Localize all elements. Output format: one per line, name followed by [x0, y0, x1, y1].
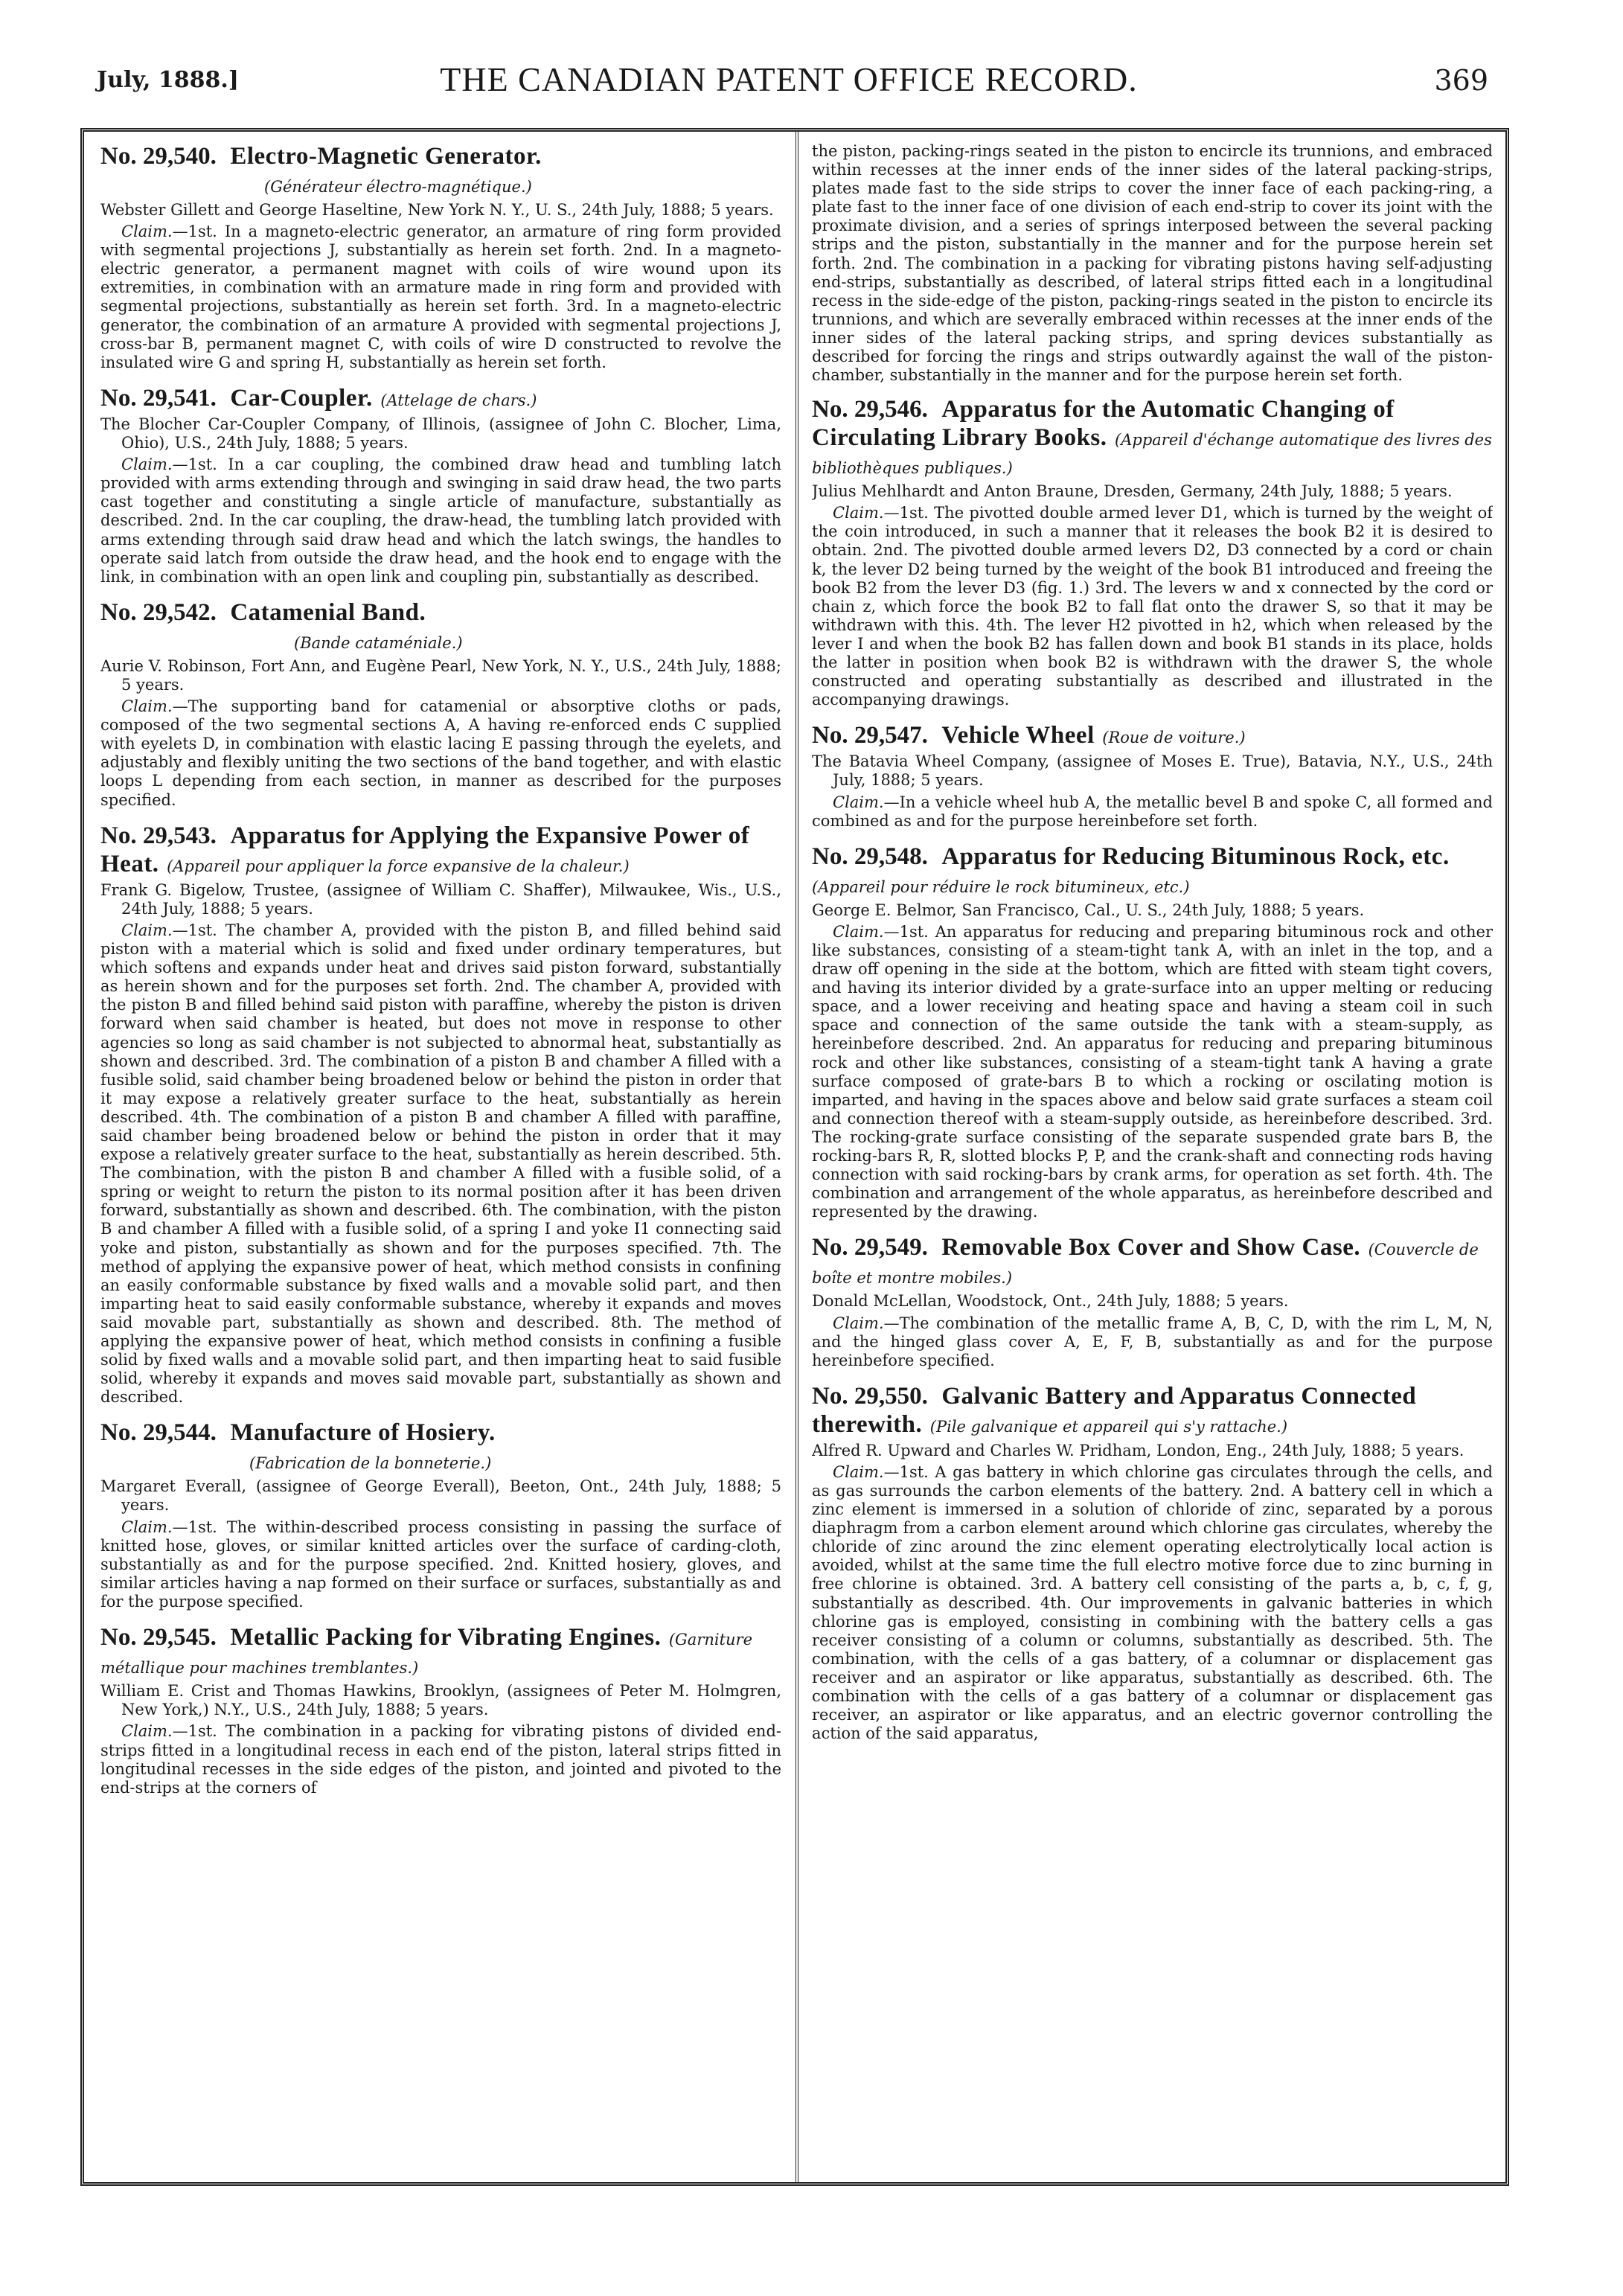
claim-text	[812, 1314, 1493, 1370]
entry-heading	[812, 1233, 1493, 1289]
french-title: (Appareil pour réduire le rock bitumineux, etc.)	[812, 877, 1190, 896]
patent-entry-29542	[100, 598, 781, 810]
entry-heading	[812, 842, 1493, 898]
claim-label: Claim.	[833, 1462, 884, 1481]
patent-title: Apparatus for Applying the Expansive Power of Heat.	[100, 822, 750, 877]
page-number: 369	[1434, 64, 1488, 97]
claim-body: —1st. An apparatus for reducing and preparing bituminous rock and other like substances, consisting of a steam-tight tank A, with an inlet in the top, and a draw off opening in the side at the bottom, which are fitted with steam tight covers, and having its interior divided by a grate-surface into an upper melting or reducing space, and a lower receiving and heating space and having a steam coil in such space and connection of the same outside the tank with a steam-supply, as hereinbefore described. 2nd. An apparatus for reducing and preparing bituminous rock and other like substances, consisting of a steam-tight tank A having a grate surface composed of grate-bars B to which a rocking or oscilating motion is imparted, and having in the spaces above and below said grate surfaces a steam coil and connection thereof with a steam-supply outside, as hereinbefore described. 3rd. The rocking-grate surface consisting of the separate suspended grate bars B, the rocking-bars R, R, slotted blocks P, P, and the crank-shaft and connecting rods having connection with said rocking-bars by crank arms, for operation as set forth. 4th. The combination and arrangement of the whole apparatus, as hereinbefore described and represented by the drawing.	[812, 922, 1493, 1221]
patent-entry-29545	[100, 1623, 781, 1797]
entry-heading	[100, 384, 781, 412]
patent-title: Electro-Magnetic Generator.	[230, 143, 542, 170]
entry-heading	[812, 395, 1493, 479]
claim-body: —In a vehicle wheel hub A, the metallic bevel B and spoke C, all formed and combined as and for the purpose hereinbefore set forth.	[812, 793, 1493, 830]
patent-title: Metallic Packing for Vibrating Engines.	[230, 1624, 662, 1651]
claim-text	[100, 1518, 781, 1611]
patent-entry-29540	[100, 142, 781, 372]
patent-title: Apparatus for Reducing Bituminous Rock, etc.	[941, 842, 1450, 870]
claim-body: —1st. The combination in a packing for vibrating pistons of divided end-strips fitted in a longitudinal recess in each end of the piston, lateral strips fitted in longitudinal recesses in the side edges of the piston, and jointed and pivoted to the end-strips at the corners of	[100, 1722, 781, 1797]
claim-text	[100, 1722, 781, 1797]
patent-title: Apparatus for the Automatic Changing of Circulating Library Books.	[812, 396, 1395, 452]
page-header	[82, 52, 1496, 104]
patent-number: No. 29,549.	[812, 1234, 928, 1261]
inventor-line: William E. Crist and Thomas Hawkins, Brooklyn, (assignees of Peter M. Holmgren, New York,) N.Y., U.S., 24th July, 1888; 5 years.	[100, 1682, 781, 1719]
inventor-line: The Batavia Wheel Company, (assignee of Moses E. True), Batavia, N.Y., U.S., 24th July, 1888; 5 years.	[812, 752, 1493, 790]
french-title: (Couvercle de boîte et montre mobiles.)	[812, 1241, 1479, 1288]
claim-text	[100, 921, 781, 1407]
entry-heading	[100, 598, 781, 654]
inventor-line: Frank G. Bigelow, Trustee, (assignee of William C. Shaffer), Milwaukee, Wis., U.S., 24th July, 1888; 5 years.	[100, 880, 781, 918]
patent-entry-29541	[100, 384, 781, 586]
patent-number: No. 29,542.	[100, 598, 217, 626]
claim-label: Claim.	[833, 922, 884, 941]
claim-text	[812, 793, 1493, 831]
french-title: (Appareil pour appliquer la force expansive de la chaleur.)	[167, 857, 630, 875]
claim-label: Claim.	[121, 455, 173, 474]
claim-label: Claim.	[121, 1518, 173, 1536]
patent-number: No. 29,550.	[812, 1382, 928, 1410]
claim-text	[100, 455, 781, 586]
page-frame	[80, 128, 1509, 2186]
entry-heading	[100, 142, 781, 198]
claim-label: Claim.	[121, 921, 173, 939]
claim-body: —The combination of the metallic frame A, B, C, D, with the rim L, M, N, and the hinged glass cover A, E, F, B, substantially as and for the purpose hereinbefore specified.	[812, 1314, 1493, 1369]
claim-text	[812, 1463, 1493, 1743]
claim-body: —1st. In a magneto-electric generator, an armature of ring form provided with segmental projections J, substantially as herein set forth. 2nd. In a magneto-electric generator, a permanent magnet with coils of wire wound upon its extremities, in combination with an armature made in ring form and provided with segmental projections, substantially as herein set forth. 3rd. In a magneto-electric generator, the combination of an armature A provided with segmental projections J, cross-bar B, permanent magnet C, with coils of wire D constructed to revolve the insulated wire G and spring H, substantially as herein set forth.	[100, 223, 781, 371]
entry-heading	[812, 1382, 1493, 1439]
claim-label: Claim.	[833, 504, 884, 522]
inventor-line: Donald McLellan, Woodstock, Ont., 24th July, 1888; 5 years.	[812, 1292, 1289, 1311]
claim-label: Claim.	[833, 793, 884, 811]
publication-title: THE CANADIAN PATENT OFFICE RECORD.	[440, 60, 1138, 98]
french-title: (Pile galvanique et appareil qui s'y rattache.)	[929, 1417, 1288, 1436]
patent-entry-29546	[812, 395, 1493, 709]
claim-text	[812, 504, 1493, 709]
french-title: (Générateur électro-magnétique.)	[264, 177, 532, 196]
claim-body: —1st. The pivotted double armed lever D1, which is turned by the weight of the coin introduced, in such a manner that it releases the book B2 it is desired to obtain. 2nd. The pivotted double armed levers D2, D3 connected by a cord or chain k, the lever D2 being turned by the weight of the book B1 introduced and freeing the book B2 from the lever D3 (fig. 1.) 3rd. The levers w and x connected by the cord or chain z, which force the book B2 to fall flat onto the drawer S, so that it may be withdrawn with this. 4th. The lever H2 pivotted in h2, which when released by the lever I and when the book B2 has fallen down and book B1 stands in its place, holds the latter in position when book B2 is withdrawn with the drawer S, the whole constructed and operating substantially as described and illustrated in the accompanying drawings.	[812, 504, 1493, 709]
inventor-line: Julius Mehlhardt and Anton Braune, Dresden, Germany, 24th July, 1888; 5 years.	[812, 482, 1453, 501]
claim-label: Claim.	[121, 1722, 173, 1741]
claim-body: —1st. In a car coupling, the combined draw head and tumbling latch provided with arms extending through and swinging in said draw head, the two parts cast together and constituting a single article of manufacture, substantially as described. 2nd. In the car coupling, the draw-head, the tumbling latch provided with arms extending through said draw head and which the latch swings, the handles to operate said latch from outside the draw head, and the hook end to engage with the link, in combination with an open link and coupling pin, substantially as described.	[100, 455, 781, 586]
patent-entry-29547	[812, 721, 1493, 831]
entry-heading	[812, 721, 1493, 749]
patent-number: No. 29,544.	[100, 1419, 217, 1447]
french-title: (Roue de voiture.)	[1102, 729, 1246, 747]
patent-title: Manufacture of Hosiery.	[230, 1419, 496, 1447]
claim-body: —1st. A gas battery in which chlorine gas circulates through the cells, and as gas surrounds the carbon elements of the battery. 2nd. A battery cell in which a zinc element is immersed in a solution of chloride of zinc, separated by a porous diaphragm from a carbon element around which chlorine gas circulates, whereby the chloride of zinc around the zinc element operating electrolytically local action is avoided, whilst at the same time the full electro motive force due to zinc burning in free chlorine is obtained. 3rd. A battery cell consisting of the parts a, b, c, f, g, substantially as described. 4th. Our improvements in galvanic batteries in which chlorine gas is employed, consisting in combining with the battery cells a gas receiver consisting of a column or columns, substantially as described. 5th. The combination, with the cells of a gas battery, of a columnar or displacement gas receiver and an aspirator or like apparatus, substantially as described. 6th. The combination with the cells of a gas battery of a columnar or displacement gas receiver, an aspirator or like apparatus, and an electric governor controlling the action of the said apparatus,	[812, 1462, 1493, 1743]
inventor-line: Aurie V. Robinson, Fort Ann, and Eugène Pearl, New York, N. Y., U.S., 24th July, 1888; 5 years.	[100, 656, 781, 694]
right-column	[812, 142, 1493, 2167]
patent-entry-29544	[100, 1419, 781, 1611]
claim-body: —1st. The chamber A, provided with the piston B, and filled behind said piston with a material which is solid and fixed under ordinary temperatures, but which softens and expands under heat and drives said piston forward, substantially as herein shown and for the purposes set forth. 2nd. The chamber A, provided with the piston B and filled behind said piston with paraffine, whereby the piston is driven forward when said chamber is heated, but does not move in response to other agencies so long as said chamber is not subjected to abnormal heat, substantially as shown and described. 3rd. The combination of a piston B and chamber A filled with a fusible solid, said chamber being broadened below or behind the piston in order that it may expose a relatively greater surface to the heat, substantially as herein described. 4th. The combination of a piston B and chamber A filled with paraffine, said chamber being broadened below or behind the piston in order that it may expose a relatively greater surface to the heat, substantially as herein described. 5th. The combination, with the piston B and chamber A filled with a fusible solid, of a spring or weight to return the piston to its normal position after it has been driven forward, substantially as shown and described. 6th. The combination, with the piston B and chamber A filled with a fusible solid, of a spring I and yoke I1 connecting said yoke and piston, substantially as shown and for the purposes specified. 7th. The method of applying the expansive power of heat, which method consists in confining an easily conformable substance by fixed walls and a movable solid part, and then imparting heat to said easily conformable substance, whereby it expands and moves said movable part, substantially as shown and described. 8th. The method of applying the expansive power of heat, which method consists in confining a fusible solid by fixed walls and a movable solid part, and then imparting heat to said fusible solid, whereby it expands and moves said movable part, substantially as shown and described.	[100, 921, 781, 1407]
patent-number: No. 29,543.	[100, 822, 217, 849]
claim-label: Claim.	[121, 223, 173, 241]
continued-claim-text: the piston, packing-rings seated in the piston to encircle its trunnions, and embraced within recesses at the inner ends of the inner sides of the lateral packing-strips, plates made fast to the side strips to cover the inner face of each packing-ring, a plate fast to the inner face of one division of each end-strip to cover its joint with the proximate division, and a series of springs interposed between the several packing strips and the piston, substantially in the manner and for the purpose herein set forth. 2nd. The combination in a packing for vibrating pistons having self-adjusting end-strips, substantially as described, of lateral strips fitted each in a longitudinal recess in the side-edge of the piston, packing-rings seated in the piston to encircle its trunnions, and which are severally embraced within recesses at the inner ends of the inner sides of the lateral packing strips, and spring devices substantially as described for forcing the rings and strips outwardly against the wall of the piston-chamber, substantially in the manner and for the purpose herein set forth.	[812, 142, 1493, 385]
patent-number: No. 29,540.	[100, 143, 217, 170]
patent-entry-29550	[812, 1382, 1493, 1744]
left-column	[100, 142, 781, 2167]
patent-entry-29543	[100, 822, 781, 1407]
french-title: (Garniture métallique pour machines tremblantes.)	[100, 1631, 753, 1678]
patent-title: Car-Coupler.	[230, 384, 373, 412]
claim-body: —1st. The within-described process consisting in passing the surface of knitted hose, gloves, or similar knitted articles over the surface of carding-cloth, substantially as and for the purpose specified. 2nd. Knitted hosiery, gloves, and similar articles having a nap formed on their surface or surfaces, substantially as and for the purpose specified.	[100, 1518, 781, 1611]
inventor-line: Webster Gillett and George Haseltine, New York N. Y., U. S., 24th July, 1888; 5 years.	[100, 200, 774, 219]
french-title: (Fabrication de la bonneterie.)	[249, 1454, 492, 1473]
inventor-line: Alfred R. Upward and Charles W. Pridham, London, Eng., 24th July, 1888; 5 years.	[812, 1441, 1464, 1459]
french-title: (Appareil d'échange automatique des livres des bibliothèques publiques.)	[812, 431, 1492, 478]
patent-number: No. 29,541.	[100, 384, 217, 412]
patent-entry-29549	[812, 1233, 1493, 1369]
claim-body: —The supporting band for catamenial or absorptive cloths or pads, composed of the two segmental sections A, A having re-enforced ends C supplied with eyelets D, in combination with elastic lacing E passing through the eyelets, and adjustably and flexibly uniting the two sections of the band together, and with elastic loops L depending from each section, in manner as described for the purposes specified.	[100, 697, 781, 809]
patent-number: No. 29,545.	[100, 1624, 217, 1651]
claim-text	[100, 697, 781, 810]
inventor-line: George E. Belmor, San Francisco, Cal., U. S., 24th July, 1888; 5 years.	[812, 901, 1365, 919]
entry-heading	[100, 822, 781, 878]
claim-text	[100, 223, 781, 372]
claim-label: Claim.	[833, 1314, 884, 1332]
entry-heading	[100, 1623, 781, 1679]
patent-title: Galvanic Battery and Apparatus Connected therewith.	[812, 1382, 1417, 1438]
entry-heading	[100, 1419, 781, 1474]
patent-entry-29548	[812, 842, 1493, 1222]
patent-title: Catamenial Band.	[230, 598, 426, 626]
patent-number: No. 29,548.	[812, 842, 928, 870]
patent-number: No. 29,547.	[812, 722, 928, 749]
french-title: (Attelage de chars.)	[380, 391, 537, 409]
french-title: (Bande cataméniale.)	[294, 633, 463, 652]
claim-label: Claim.	[121, 697, 173, 716]
patent-number: No. 29,546.	[812, 396, 928, 423]
header-date: July, 1888.]	[97, 67, 239, 93]
patent-title: Removable Box Cover and Show Case.	[941, 1234, 1361, 1261]
inventor-line: Margaret Everall, (assignee of George Everall), Beeton, Ont., 24th July, 1888; 5 years.	[100, 1477, 781, 1515]
column-divider	[796, 132, 798, 2182]
inventor-line: The Blocher Car-Coupler Company, of Illinois, (assignee of John C. Blocher, Lima, Ohio), U.S., 24th July, 1888; 5 years.	[100, 415, 781, 452]
patent-title: Vehicle Wheel	[941, 722, 1095, 749]
claim-text	[812, 923, 1493, 1222]
